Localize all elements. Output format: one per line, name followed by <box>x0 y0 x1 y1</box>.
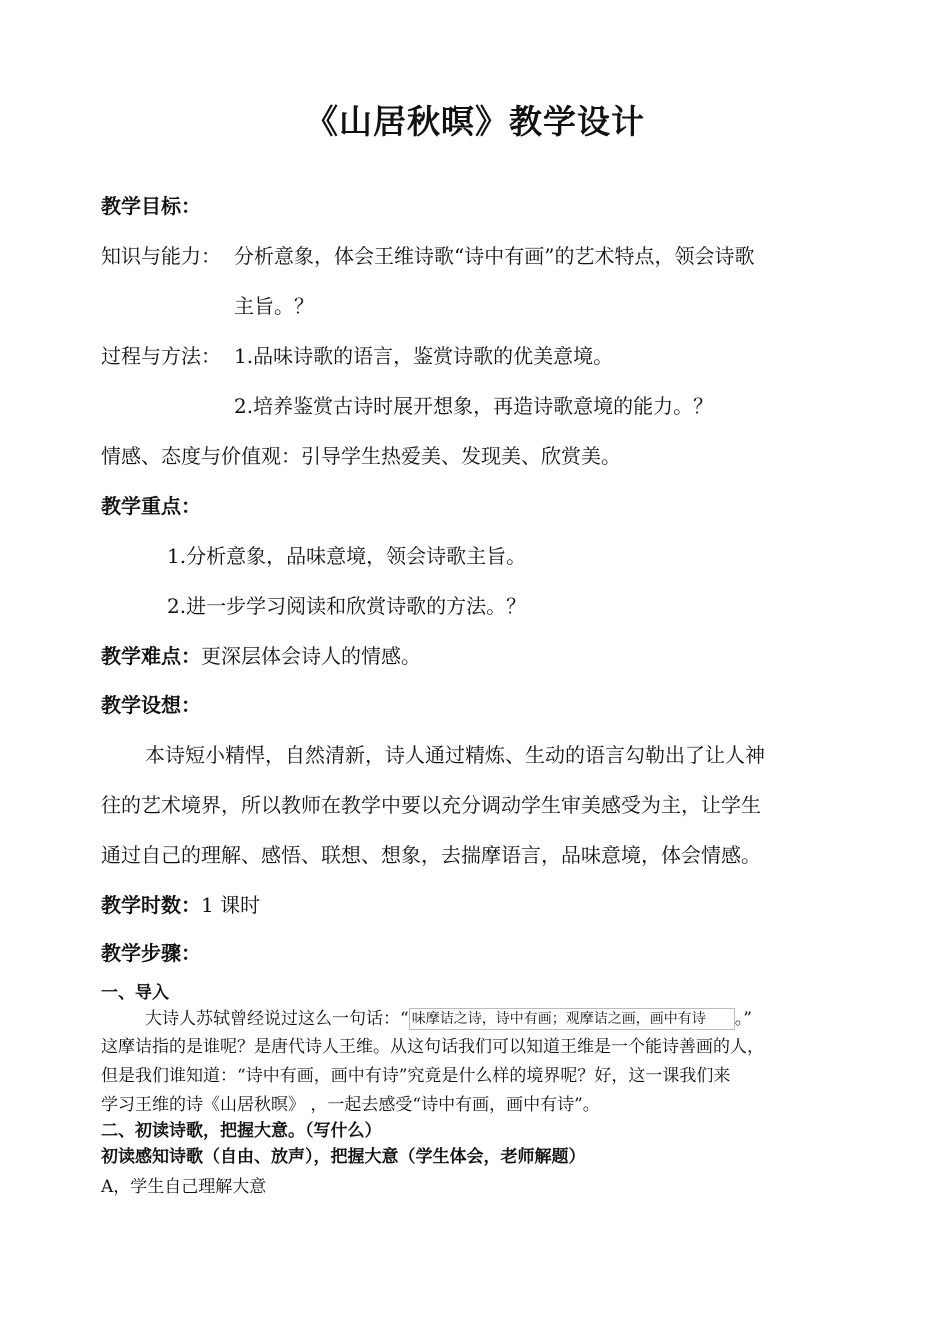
section1-line1-pre: 大诗人苏轼曾经说过这么一句话：“ <box>145 1009 409 1029</box>
section1-line-2: 这摩诘指的是谁呢？是唐代诗人王维。从这句话我们可以知道王维是一个能诗善画的人， <box>101 1037 764 1057</box>
process-label: 过程与方法： <box>101 344 221 368</box>
objectives-heading: 教学目标： <box>101 194 201 218</box>
process-item-1: 1.品味诗歌的语言，鉴赏诗歌的优美意境。 <box>234 344 614 368</box>
concept-line-3: 通过自己的理解、感悟、联想、想象，去揣摩语言，品味意境，体会情感。 <box>101 843 761 867</box>
concept-heading: 教学设想： <box>101 693 201 717</box>
section1-line-3: 但是我们谁知道：“诗中有画，画中有诗”究竟是什么样的境界呢？好，这一课我们来 <box>101 1066 731 1086</box>
quote-box: 味摩诘之诗，诗中有画；观摩诘之画，画中有诗 <box>409 1008 735 1030</box>
knowledge-text-line1: 分析意象，体会王维诗歌“诗中有画”的艺术特点，领会诗歌 <box>234 244 755 268</box>
emotion-objective: 情感、态度与价值观：引导学生热爱美、发现美、欣赏美。 <box>101 444 621 468</box>
key-points-heading: 教学重点： <box>101 494 201 518</box>
section1-heading: 一、导入 <box>101 983 169 1003</box>
section1-line-4: 学习王维的诗《山居秋暝》 ，一起去感受“诗中有画，画中有诗”。 <box>101 1095 600 1115</box>
hours-label: 教学时数： <box>101 893 201 917</box>
hours-line <box>101 889 260 918</box>
key-point-1: 1.分析意象，品味意境，领会诗歌主旨。 <box>167 544 527 568</box>
concept-line-1: 本诗短小精悍，自然清新，诗人通过精炼、生动的语言勾勒出了让人神 <box>145 743 765 767</box>
concept-line-2: 往的艺术境界，所以教师在教学中要以充分调动学生审美感受为主，让学生 <box>101 793 761 817</box>
section2-heading: 二、初读诗歌，把握大意。（写什么） <box>101 1121 382 1141</box>
knowledge-label: 知识与能力： <box>101 244 221 268</box>
key-point-2: 2.进一步学习阅读和欣赏诗歌的方法。？ <box>167 594 527 618</box>
section2-item-a: A，学生自己理解大意 <box>101 1177 267 1197</box>
section1-line1-post: 。” <box>734 1009 752 1029</box>
difficulty-line <box>101 640 421 669</box>
knowledge-text-line2: 主旨。？ <box>234 294 314 318</box>
section1-line-1 <box>145 1004 752 1030</box>
difficulty-text: 更深层体会诗人的情感。 <box>201 644 421 668</box>
hours-text: 1 课时 <box>201 893 261 917</box>
difficulty-label: 教学难点： <box>101 644 201 668</box>
page-title: 《山居秋暝》教学设计 <box>305 102 645 141</box>
section2-subheading: 初读感知诗歌（自由、放声），把握大意（学生体会，老师解题） <box>101 1147 586 1167</box>
steps-heading: 教学步骤： <box>101 941 201 965</box>
process-item-2: 2.培养鉴赏古诗时展开想象，再造诗歌意境的能力。？ <box>234 394 714 418</box>
